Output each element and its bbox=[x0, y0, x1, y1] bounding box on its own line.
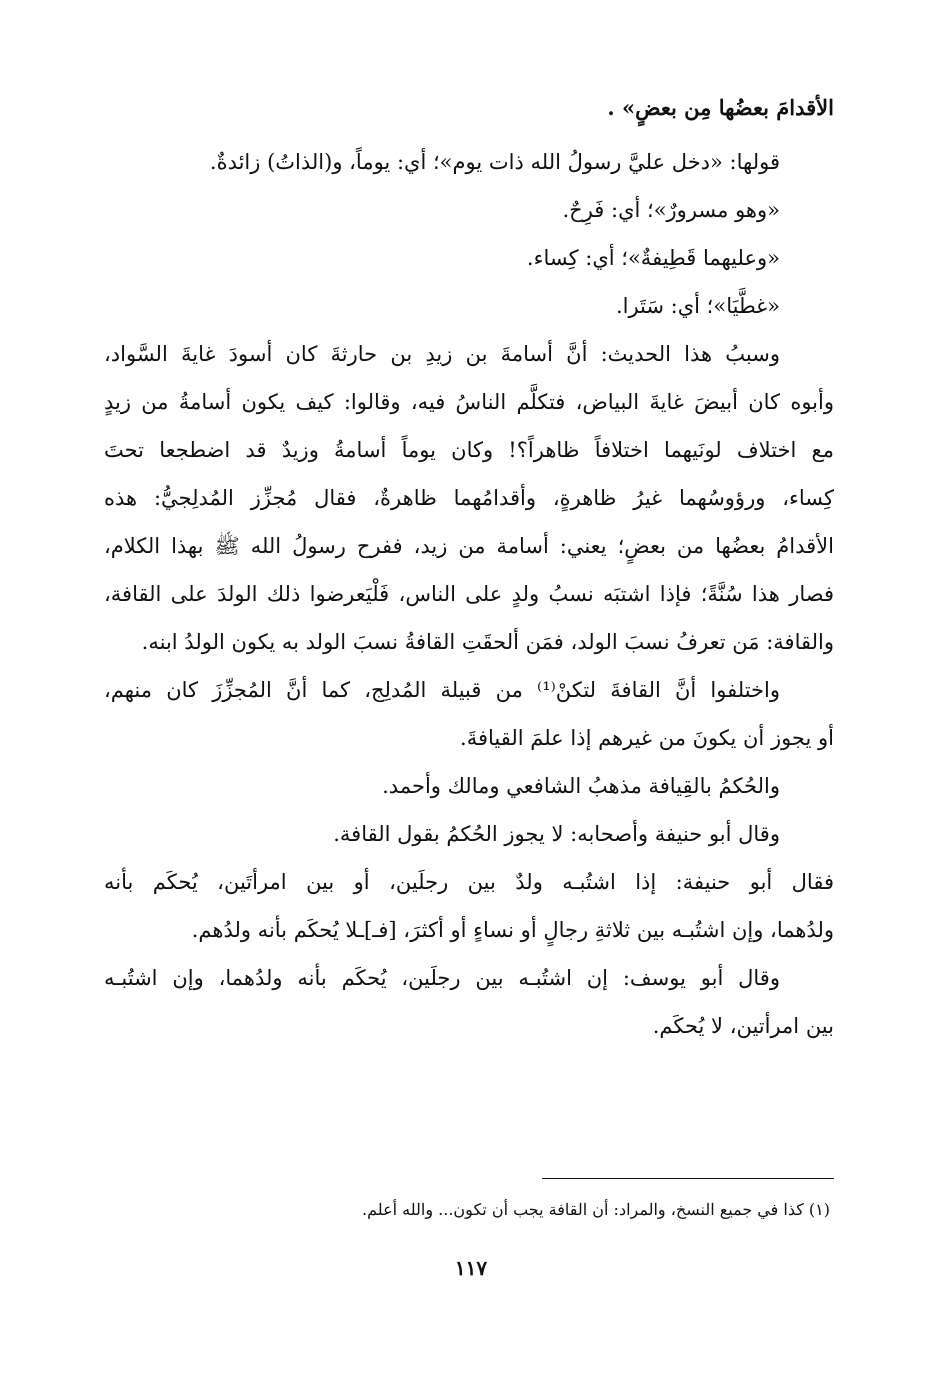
text-line: قولها: «دخل عليَّ رسولُ الله ذات يوم»؛ أي: يوماً، و(الذاتُ) زائدةٌ. bbox=[209, 150, 780, 174]
text-line: الأقدامُ بعضُها من بعضٍ؛ يعني: أسامة من زيد، ففرح رسولُ الله ﷺ بهذا الكلام، bbox=[104, 534, 834, 558]
text-line: والقافة: مَن تعرفُ نسبَ الولد، فمَن ألحقَتِ القافةُ نسبَ الولد به يكون الولدُ ابنه. bbox=[141, 630, 834, 654]
text-line: والحُكمُ بالقِيافة مذهبُ الشافعي ومالك وأحمد. bbox=[382, 774, 780, 798]
text-line: مع اختلاف لونَيهما اختلافاً ظاهراً؟! وكان يوماً أسامةُ وزيدٌ قد اضطجعا تحتَ bbox=[104, 438, 834, 462]
text-line: وسببُ هذا الحديث: أنَّ أسامةَ بن زيدِ بن حارثةَ كان أسودَ غايةَ السَّواد، bbox=[104, 342, 780, 366]
text-line: الأقدامَ بعضُها مِن بعضٍ» . bbox=[607, 95, 834, 120]
text-line: بين امرأتين، لا يُحكَم. bbox=[652, 1014, 834, 1038]
text-line: فصار هذا سُنَّةً؛ فإذا اشتبَه نسبُ ولدٍ على الناس، فَلْيَعرضوا ذلك الولدَ على القافة، bbox=[104, 582, 834, 606]
text-line: «وعليهما قَطِيفةٌ»؛ أي: كِساء. bbox=[526, 246, 780, 270]
text-line: واختلفوا أنَّ القافةَ لتكنْ⁽¹⁾ من قبيلة المُدلِج، كما أنَّ المُجزِّزَ كان منهم، bbox=[104, 678, 780, 702]
text-line: «وهو مسرورٌ»؛ أي: فَرِحٌ. bbox=[562, 198, 780, 222]
footnote: (١) كذا في جميع النسخ، والمراد: أن القافة يجب أن تكون... والله أعلم. bbox=[362, 1200, 830, 1219]
text-line: وقال أبو يوسف: إن اشتُبـه بين رجلَين، يُحكَم بأنه ولدُهما، وإن اشتُبـه bbox=[104, 966, 780, 990]
text-line: ولدُهما، وإن اشتُبـه بين ثلاثةِ رجالٍ أو نساءٍ أو أكثرَ، [فـ]ـلا يُحكَم بأنه ولدُهم. bbox=[191, 918, 834, 942]
text-line: أو يجوز أن يكونَ من غيرهم إذا علمَ القيافةَ. bbox=[460, 726, 834, 750]
text-line: وأبوه كان أبيضَ غايةَ البياض، فتكلَّم الناسُ فيه، وقالوا: كيف يكون أسامةُ من زيدٍ bbox=[104, 390, 834, 414]
text-line: كِساء، ورؤوسُهما غيرُ ظاهرةٍ، وأقدامُهما ظاهرةٌ، فقال مُجزِّز المُدلِجيُّ: هذه bbox=[104, 486, 834, 510]
footnote-divider bbox=[542, 1178, 834, 1179]
text-line: «غطَّيَا»؛ أي: سَتَرا. bbox=[615, 294, 780, 318]
text-line: فقال أبو حنيفة: إذا اشتُبـه ولدٌ بين رجلَين، أو بين امرأتَين، يُحكَم بأنه bbox=[104, 870, 834, 894]
main-text bbox=[104, 84, 834, 1050]
text-line: وقال أبو حنيفة وأصحابه: لا يجوز الحُكمُ بقول القافة. bbox=[333, 822, 780, 846]
page-number: ١١٧ bbox=[454, 1256, 488, 1280]
